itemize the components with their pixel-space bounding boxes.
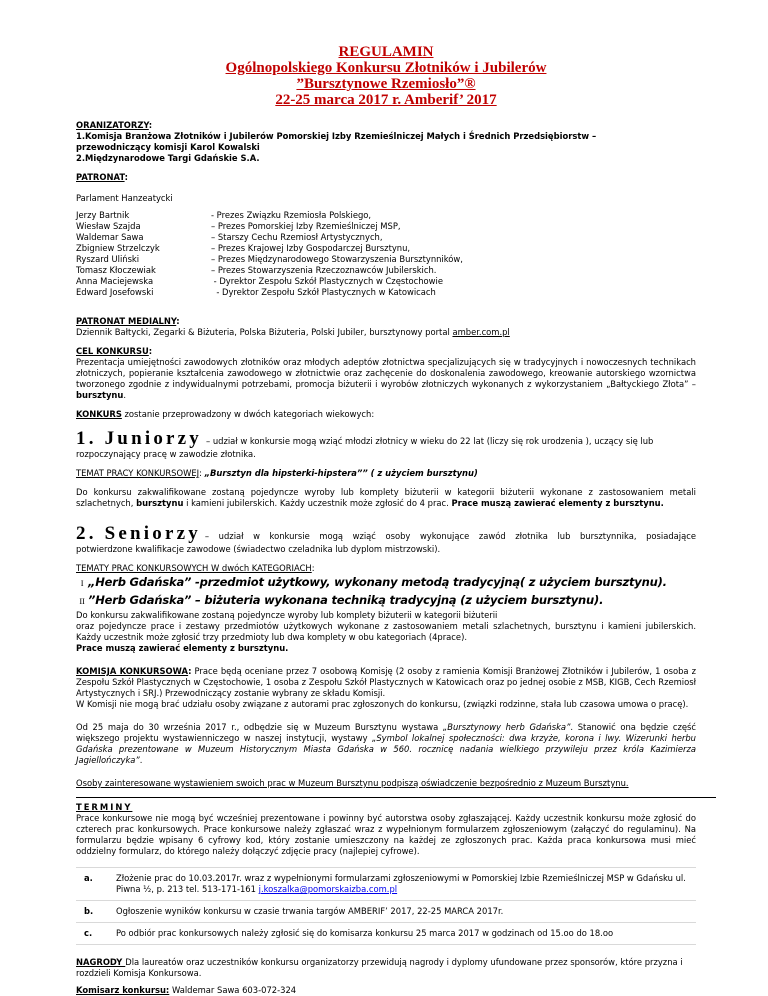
organizers-label: ORANIZATORZY <box>76 120 149 130</box>
jury-text-2: W Komisji nie mogą brać udziału osoby związane z autorami prac zgłoszonych do konkursu, (związki rodzinne, stała lub czasowa umowa o pracę). <box>76 699 689 709</box>
junior-rules-bold-2: Prace muszą zawierać elementy z bursztynu. <box>451 498 664 508</box>
patron-role: – Prezes Stowarzyszenia Rzeczoznawców Jubilerskich. <box>211 265 437 275</box>
junior-desc: – udział w konkursie mogą wziąć młodzi złotnicy w wieku do 22 lat (liczy się rok urodzenia ), uczący się lub <box>205 436 654 446</box>
senior-theme-2-text: ”Herb Gdańska” – biżuteria wykonana techniką tradycyjną (z użyciem bursztynu). <box>88 593 604 607</box>
junior-heading: 1. Juniorzy <box>76 428 202 449</box>
document-title <box>76 44 696 108</box>
junior-theme-colon: : <box>199 468 205 478</box>
section-divider <box>76 797 716 798</box>
patronat-colon: : <box>124 172 128 182</box>
awards-label: NAGRODY <box>76 957 126 967</box>
konkurs-text: zostanie przeprowadzony w dwóch kategoriach wiekowych: <box>121 409 375 419</box>
junior-rules-bold-1: bursztynu <box>136 498 184 508</box>
media-text: Dziennik Bałtycki, Zegarki & Biżuteria, Polska Biżuteria, Polski Jubiler, bursztynowy portal <box>76 327 453 337</box>
terms-intro: Prace konkursowe nie mogą być wcześniej prezentowane i powinny być autorstwa osoby zgłaszającej. Każdy uczestnik konkursu może zgłosić do czterech prac konkursowych. Prace konkursowe należy zgłaszać wraz z wypełnionym formularzem zgłoszeniowym (załączyć do regulaminu). Na formularzu będzie wpisany 6 cyfrowy kod, który zostanie umieszczony na każdej ze zgłoszonych prac. Każda praca konkursowa musi mieć oddzielny formularz, do którego należy dołączyć zdjęcie pracy (najlepiej cyfrowe). <box>76 813 696 856</box>
terms-row-text <box>116 923 696 945</box>
commissioner-text: Waldemar Sawa 603-072-324 <box>169 985 297 995</box>
senior-rules-1: Do konkursu zakwalifikowane zostaną pojedyncze wyroby lub komplety biżuterii w kategorii biżuterii <box>76 610 498 620</box>
konkurs-intro <box>76 409 696 420</box>
media-section <box>76 316 696 338</box>
exhibition-section <box>76 722 696 789</box>
title-line-4: 22-25 marca 2017 r. Amberif’ 2017 <box>275 92 497 108</box>
exhibition-italic-1: „Bursztynowy herb Gdańska” <box>442 722 571 732</box>
terms-row <box>76 868 696 901</box>
exhibition-text-3: . <box>139 755 143 765</box>
senior-theme-2 <box>76 592 696 610</box>
senior-header <box>76 524 696 544</box>
junior-desc-2: rozpoczynający pracę w zawodzie złotnika. <box>76 449 256 459</box>
jury-label: KOMISJA KONKURSOWA <box>76 666 189 676</box>
terms-label: TERMINY <box>76 802 133 812</box>
organizer-item-1: 1.Komisja Branżowa Złotników i Jubilerów Pomorskiej Izby Rzemieślniczej Małych i Średnich Przedsiębiorstw – <box>76 131 597 141</box>
patron-name: Waldemar Sawa <box>76 232 144 242</box>
regulations-document <box>76 30 696 996</box>
patron-name: Wiesław Szajda <box>76 221 141 231</box>
goal-text: Prezentacja umiejętności zawodowych złotników oraz młodych adeptów złotnictwa specjalizujących się w tradycyjnych i nowoczesnych technikach złotniczych, popieranie kształcenia zawodowego w złotnictwie oraz zachęcenie do doskonalenia zawodowego, kreowanie autorskiego wzornictwa tworzonego zgodnie z indywidualnymi potrzebami, promocja biżuterii i wyrobów złotniczych wykonanych z wykorzystaniem „Bałtyckiego Złota” – <box>76 357 696 389</box>
senior-heading: 2. Seniorzy <box>76 523 201 544</box>
junior-section <box>76 429 696 509</box>
patron-names <box>76 210 211 298</box>
exhibition-note: Osoby zainteresowane wystawieniem swoich prac w Muzeum Bursztynu podpiszą oświadczenie bezpośrednio z Muzeum Bursztynu. <box>76 778 629 788</box>
senior-themes-label: TEMATY PRAC KONKURSOWYCH W dwóch KATEGORIACH <box>76 563 312 573</box>
konkurs-label: KONKURS <box>76 409 122 419</box>
junior-rules-2: i kamieni jubilerskich. Każdy uczestnik może zgłosić do 4 prac. <box>183 498 452 508</box>
organizer-item-1b: przewodniczący komisji Karol Kowalski <box>76 142 260 152</box>
exhibition-italic-2: „Symbol lokalnej społeczności: dwa krzyże, korona i lwy. Wizerunki herbu Gdańska prezentowane w Muzeum Historycznym Miasta Gdańska w 560. rocznicę nadania wielkiego przywileju przez króla Kazimierza Jagiellończyka” <box>76 733 696 765</box>
patron-name: Zbigniew Strzelczyk <box>76 243 160 253</box>
patron-name: Ryszard Uliński <box>76 254 140 264</box>
senior-section <box>76 524 696 654</box>
patron-roles <box>211 210 696 298</box>
terms-row-text <box>116 868 696 901</box>
patron-role: – Starszy Cechu Rzemiosł Artystycznych, <box>211 232 383 242</box>
patron-role: – Prezes Krajowej Izby Gospodarczej Bursztynu, <box>211 243 411 253</box>
junior-header <box>76 429 696 449</box>
terms-row-label: a. <box>76 868 116 901</box>
goal-label: CEL KONKURSU <box>76 346 149 356</box>
junior-theme-label: TEMAT PRACY KONKURSOWEJ <box>76 468 200 478</box>
email-link[interactable]: j.koszalka@pomorskaizba.com.pl <box>258 884 398 894</box>
patron-name: Jerzy Bartnik <box>76 210 130 220</box>
commissioner-line <box>76 985 696 996</box>
goal-section <box>76 346 696 401</box>
media-label: PATRONAT MEDIALNY <box>76 316 177 326</box>
patron-role: – Prezes Pomorskiej Izby Rzemieślniczej MSP, <box>211 221 401 231</box>
senior-desc-2: potwierdzone kwalifikacje zawodowe (świadectwo czeladnika lub dyplom mistrzowski). <box>76 544 441 554</box>
senior-theme-1-text: „Herb Gdańska” -przedmiot użytkowy, wykonany metodą tradycyjną( z użyciem bursztynu). <box>88 575 667 589</box>
senior-desc: – udział w konkursie mogą wziąć osoby wykonujące zawód złotnika lub bursztynnika, posiadające <box>204 531 696 541</box>
media-link[interactable]: amber.com.pl <box>452 327 510 337</box>
exhibition-text-2: . Stanowić ona będzie część większego projektu wystawienniczego w naszej instytucji, wystawy <box>76 722 696 743</box>
awards-text: Dla laureatów oraz uczestników konkursu organizatorzy przewidują nagrody i dyplomy ufundowane przez sponsorów, które przyzna i rozdzieli Komisja Konkursowa. <box>76 957 683 978</box>
patron-list <box>76 210 696 298</box>
commissioner-label: Komisarz konkursu: <box>76 985 170 995</box>
media-colon: : <box>176 316 180 326</box>
senior-rules-2: oraz pojedyncze prace i zestawy przedmiotów użytkowych wykonane z zastosowaniem metali szlachetnych, bursztynu i kamieni jubilerskich. Każdy uczestnik może zgłosić trzy przedmioty lub dwa komplety w obu kategoriach (4prace). <box>76 621 696 642</box>
organizers-section <box>76 120 696 164</box>
terms-row-label: c. <box>76 923 116 945</box>
terms-section <box>76 802 696 945</box>
patron-role: - Dyrektor Zespołu Szkół Plastycznych w Katowicach <box>211 287 436 297</box>
terms-row-body: Po odbiór prac konkursowych należy zgłosić się do komisarza konkursu 25 marca 2017 w godzinach od 15.oo do 18.oo <box>116 928 614 938</box>
senior-theme-1-numeral: I <box>80 579 84 588</box>
patronat-section <box>76 172 696 298</box>
awards-section <box>76 957 696 979</box>
goal-end: . <box>123 390 127 400</box>
title-line-3: ”Bursztynowe Rzemiosło”® <box>296 76 476 92</box>
junior-rules-1: Do konkursu zakwalifikowane zostaną pojedyncze wyroby lub komplety biżuterii w kategorii biżuterii wykonane z zastosowaniem metali szlachetnych, <box>76 487 696 508</box>
patronat-lead: Parlament Hanzeatycki <box>76 193 173 203</box>
senior-rules-bold: Prace muszą zawierać elementy z bursztynu. <box>76 643 289 653</box>
terms-row <box>76 901 696 923</box>
organizer-item-2: 2.Międzynarodowe Targi Gdańskie S.A. <box>76 153 260 163</box>
patron-role: - Dyrektor Zespołu Szkół Plastycznych w Częstochowie <box>211 276 443 286</box>
goal-colon: : <box>148 346 153 356</box>
goal-bold: bursztynu <box>76 390 124 400</box>
patron-name: Tomasz Kłoczewiak <box>76 265 156 275</box>
terms-row-body: Złożenie prac do 10.03.2017r. wraz z wypełnionymi formularzami zgłoszeniowymi w Pomorskiej Izbie Rzemieślniczej MSP w Gdańsku ul. Piwna ½, p. 213 tel. 513-171-161 <box>116 873 686 894</box>
title-line-1: REGULAMIN <box>338 44 434 60</box>
senior-themes-colon: : <box>311 563 315 573</box>
title-line-2: Ogólnopolskiego Konkursu Złotników i Jubilerów <box>225 60 547 76</box>
terms-table <box>76 867 696 945</box>
jury-section <box>76 666 696 710</box>
junior-theme: „Bursztyn dla hipsterki-hipstera”” ( z użyciem bursztynu) <box>204 468 478 478</box>
patron-role: - Prezes Związku Rzemiosła Polskiego, <box>211 210 372 220</box>
senior-theme-1 <box>76 574 696 592</box>
organizers-colon: : <box>148 120 153 130</box>
exhibition-text-1: Od 25 maja do 30 września 2017 r., odbędzie się w Muzeum Bursztynu wystawa <box>76 722 443 732</box>
patron-name: Edward Josefowski <box>76 287 154 297</box>
patronat-label: PATRONAT <box>76 172 125 182</box>
jury-colon: : <box>188 666 192 676</box>
patron-name: Anna Maciejewska <box>76 276 154 286</box>
terms-row-body: Ogłoszenie wyników konkursu w czasie trwania targów AMBERIF’ 2017, 22-25 MARCA 2017r. <box>116 906 504 916</box>
terms-row <box>76 923 696 945</box>
patron-role: – Prezes Międzynarodowego Stowarzyszenia Bursztynników, <box>211 254 463 264</box>
terms-row-text <box>116 901 696 923</box>
jury-text: Prace będą oceniane przez 7 osobową Komisję (2 osoby z ramienia Komisji Branżowej Złotników i Jubilerów, 1 osoba z Zespołu Szkół Plastycznych w Częstochowie, 1 osoba z Zespołu Szkół Plastycznych w Katowicach oraz po jednej osobie z MSB, KIGB, Cech Rzemiosł Artystycznych i SRJ.) Przewodniczący zostanie wybrany ze składu Komisji. <box>76 666 696 698</box>
senior-theme-2-numeral: II <box>79 597 85 606</box>
terms-row-label: b. <box>76 901 116 923</box>
